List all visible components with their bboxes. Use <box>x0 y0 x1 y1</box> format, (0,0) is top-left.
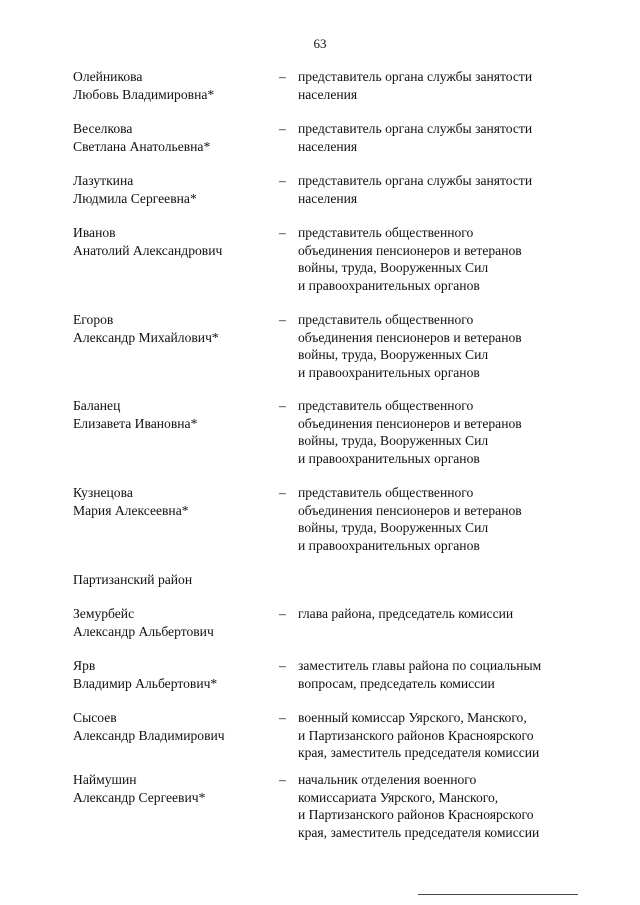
member-name <box>73 120 273 155</box>
dash-separator: – <box>279 485 286 500</box>
page-number: 63 <box>313 36 327 51</box>
member-given-names: Анатолий Александрович <box>73 242 223 258</box>
role-line: и Партизанского районов Красноярского <box>298 727 534 743</box>
role-line: военный комиссар Уярского, Манского, <box>298 710 527 725</box>
dash-separator: – <box>279 69 286 84</box>
role-line: объединения пенсионеров и ветеранов <box>298 502 522 518</box>
dash-separator: – <box>279 398 286 413</box>
role-line: и правоохранительных органов <box>298 364 480 380</box>
member-role <box>298 311 588 381</box>
role-line: глава района, председатель комиссии <box>298 606 514 621</box>
role-line: края, заместитель председателя комиссии <box>298 745 540 760</box>
member-given-names: Мария Алексеевна* <box>73 502 189 518</box>
member-given-names: Владимир Альбертович* <box>73 675 218 691</box>
member-name <box>73 311 273 346</box>
member-name <box>73 172 273 207</box>
member-surname: Сысоев <box>73 710 117 725</box>
role-line: представитель органа службы занятости <box>298 69 533 84</box>
role-line: объединения пенсионеров и ветеранов <box>298 415 522 431</box>
role-line: заместитель главы района по социальным <box>298 658 542 673</box>
dash-separator: – <box>279 312 286 327</box>
dash-separator: – <box>279 710 286 725</box>
role-line: войны, труда, Вооруженных Сил <box>298 347 489 362</box>
role-line: войны, труда, Вооруженных Сил <box>298 433 489 448</box>
member-role <box>298 709 588 762</box>
member-role <box>298 605 588 623</box>
role-line: края, заместитель председателя комиссии <box>298 824 540 840</box>
member-role <box>298 771 588 841</box>
role-line: объединения пенсионеров и ветеранов <box>298 329 522 345</box>
member-name <box>73 709 273 744</box>
member-surname: Ярв <box>73 658 96 673</box>
role-line: представитель органа службы занятости <box>298 121 533 136</box>
role-line: населения <box>298 190 358 206</box>
role-line: представитель общественного <box>298 398 474 413</box>
dash-separator: – <box>279 173 286 188</box>
member-surname: Олейникова <box>73 69 143 84</box>
member-given-names: Елизавета Ивановна* <box>73 415 198 431</box>
bottom-rule <box>418 894 578 895</box>
role-line: вопросам, председатель комиссии <box>298 675 495 691</box>
role-line: и правоохранительных органов <box>298 450 480 466</box>
role-line: начальник отделения военного <box>298 772 477 787</box>
member-role <box>298 657 588 692</box>
member-name <box>73 657 273 692</box>
member-surname: Веселкова <box>73 121 133 136</box>
role-line: объединения пенсионеров и ветеранов <box>298 242 522 258</box>
role-line: и правоохранительных органов <box>298 537 480 553</box>
member-role <box>298 172 588 207</box>
member-role <box>298 397 588 467</box>
role-line: представитель органа службы занятости <box>298 173 533 188</box>
role-line: комиссариата Уярского, Манского, <box>298 789 499 805</box>
member-name <box>73 397 273 432</box>
member-surname: Лазуткина <box>73 173 134 188</box>
dash-separator: – <box>279 658 286 673</box>
role-line: представитель общественного <box>298 485 474 500</box>
role-line: войны, труда, Вооруженных Сил <box>298 520 489 535</box>
role-line: представитель общественного <box>298 312 474 327</box>
dash-separator: – <box>279 606 286 621</box>
role-line: войны, труда, Вооруженных Сил <box>298 260 489 275</box>
member-given-names: Александр Альбертович <box>73 623 214 639</box>
member-surname: Иванов <box>73 225 116 240</box>
dash-separator: – <box>279 225 286 240</box>
member-name <box>73 771 273 806</box>
member-given-names: Александр Владимирович <box>73 727 225 743</box>
member-given-names: Александр Михайлович* <box>73 329 219 345</box>
member-role <box>298 224 588 294</box>
member-surname: Земурбейс <box>73 606 135 621</box>
member-name <box>73 224 273 259</box>
role-line: населения <box>298 86 358 102</box>
member-given-names: Александр Сергеевич* <box>73 789 206 805</box>
member-given-names: Любовь Владимировна* <box>73 86 215 102</box>
member-name <box>73 68 273 103</box>
member-given-names: Людмила Сергеевна* <box>73 190 197 206</box>
member-name <box>73 484 273 519</box>
member-role <box>298 484 588 554</box>
role-line: представитель общественного <box>298 225 474 240</box>
role-line: населения <box>298 138 358 154</box>
role-line: и правоохранительных органов <box>298 277 480 293</box>
member-name <box>73 605 273 640</box>
role-line: и Партизанского районов Красноярского <box>298 807 534 822</box>
member-given-names: Светлана Анатольевна* <box>73 138 211 154</box>
section-heading: Партизанский район <box>73 572 193 587</box>
member-role <box>298 120 588 155</box>
dash-separator: – <box>279 772 286 787</box>
member-surname: Наймушин <box>73 772 137 787</box>
member-surname: Баланец <box>73 398 121 413</box>
member-role <box>298 68 588 103</box>
member-surname: Кузнецова <box>73 485 133 500</box>
dash-separator: – <box>279 121 286 136</box>
member-surname: Егоров <box>73 312 114 327</box>
